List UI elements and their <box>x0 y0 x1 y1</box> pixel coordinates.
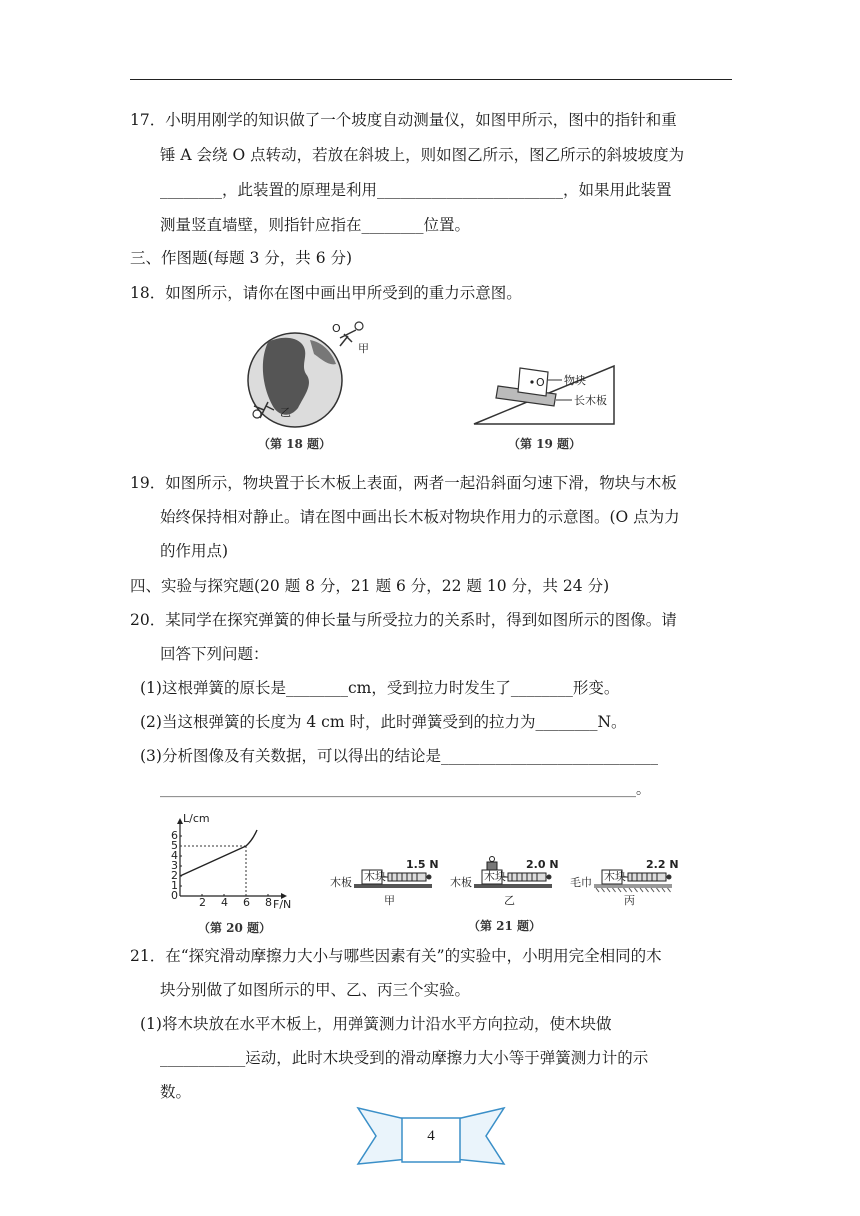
figure-21 <box>318 850 688 936</box>
y-tick-label: 6 <box>171 829 178 842</box>
panel-label: 乙 <box>504 894 515 907</box>
x-tick-label: 6 <box>243 896 250 909</box>
q18-text: 18．如图所示，请你在图中画出甲所受到的重力示意图。 <box>130 284 522 302</box>
force-reading: 2.0 N <box>526 858 559 871</box>
label-jia: 甲 <box>358 342 369 355</box>
towel-hatch <box>618 888 621 892</box>
q17-line4: 测量竖直墙壁，则指针应指在________位置。 <box>160 216 471 234</box>
y-tick-label: 2 <box>171 869 178 882</box>
label-board: 长木板 <box>574 394 607 407</box>
towel-hatch <box>624 888 627 892</box>
surface-label: 毛巾 <box>570 876 592 889</box>
series-line <box>180 846 246 876</box>
towel-hatch <box>640 888 643 892</box>
force-reading: 2.2 N <box>646 858 679 871</box>
panel-2 <box>450 857 559 908</box>
q20-line2: 回答下列问题： <box>160 645 269 663</box>
label-block: 物块 <box>564 374 586 387</box>
towel-hatch <box>646 888 649 892</box>
y-tick-label: 5 <box>171 839 178 852</box>
q21-sub1c: 数。 <box>160 1083 192 1101</box>
x-tick-label: 4 <box>221 896 228 909</box>
block-label: 木块 <box>484 870 506 883</box>
section-3-heading: 三、作图题(每题 3 分，共 6 分) <box>130 249 353 267</box>
figure-21-caption: （第 21 题） <box>468 919 542 933</box>
y-tick-label: 0 <box>171 889 178 902</box>
panel-1 <box>330 858 439 907</box>
surface-2 <box>474 884 552 888</box>
figure-18-caption: （第 18 题） <box>258 437 332 451</box>
block-label: 木块 <box>604 870 626 883</box>
series-curve <box>246 830 257 846</box>
section-4-heading: 四、实验与探究题(20 题 8 分，21 题 6 分，22 题 10 分，共 24 分) <box>130 577 610 595</box>
label-yi: 乙 <box>280 406 291 419</box>
towel-hatch <box>657 888 660 892</box>
surface-label: 木板 <box>330 876 352 889</box>
y-tick-label: 4 <box>171 849 178 862</box>
towel-hatch <box>662 888 665 892</box>
page-number: 4 <box>427 1128 435 1144</box>
panel-label: 丙 <box>624 894 635 907</box>
label-o: O <box>536 376 545 389</box>
x-axis-label: F/N <box>273 898 292 911</box>
figure-20-caption: （第 20 题） <box>198 921 272 935</box>
q21-line2: 块分别做了如图所示的甲、乙、丙三个实验。 <box>160 981 471 999</box>
label-o: O <box>332 322 341 335</box>
q17-line3: ________，此装置的原理是利用________________________，如果用此装置 <box>160 181 672 199</box>
towel-hatch <box>651 888 654 892</box>
towel-hatch <box>629 888 632 892</box>
q17-line2: 锤 A 会绕 O 点转动，若放在斜坡上，则如图乙所示，图乙所示的斜坡坡度为 <box>160 146 685 164</box>
towel-hatch <box>596 888 599 892</box>
x-tick-label: 8 <box>265 896 272 909</box>
q17-line1: 17．小明用刚学的知识做了一个坡度自动测量仪，如图甲所示，图中的指针和重 <box>130 111 677 129</box>
towel-hatch <box>613 888 616 892</box>
panel-3 <box>570 858 679 907</box>
force-reading: 1.5 N <box>406 858 439 871</box>
y-tick-label: 1 <box>171 879 178 892</box>
q20-line1: 20．某同学在探究弹簧的伸长量与所受拉力的关系时，得到如图所示的图像。请 <box>130 611 677 629</box>
y-axis-label: L/cm <box>183 812 210 825</box>
q19-line3: 的作用点) <box>160 542 229 560</box>
q19-line2: 始终保持相对静止。请在图中画出长木板对物块作用力的示意图。(O 点为力 <box>160 508 680 526</box>
towel-hatch <box>635 888 638 892</box>
figure-18 <box>240 312 380 457</box>
towel-hatch <box>668 888 671 892</box>
surface-3 <box>594 884 672 888</box>
figure-19-caption: （第 19 题） <box>508 437 582 451</box>
panel-label: 甲 <box>384 894 395 907</box>
towel-hatch <box>602 888 605 892</box>
figure-19 <box>468 358 638 458</box>
weight-hook-icon <box>490 857 495 862</box>
q19-line1: 19．如图所示，物块置于长木板上表面，两者一起沿斜面匀速下滑，物块与木板 <box>130 474 677 492</box>
surface-label: 木板 <box>450 876 472 889</box>
q20-sub2: (2)当这根弹簧的长度为 4 cm 时，此时弹簧受到的拉力为________N。 <box>140 713 627 731</box>
q21-sub1a: (1)将木块放在水平木板上，用弹簧测力计沿水平方向拉动，使木块做 <box>140 1015 612 1033</box>
header-rule <box>130 79 732 80</box>
x-tick-label: 2 <box>199 896 206 909</box>
q20-sub3-continued: ____________________________________________________________________。 <box>160 782 650 798</box>
q20-sub3: (3)分析图像及有关数据，可以得出的结论是____________________________ <box>140 747 658 765</box>
scale-knob-icon <box>547 875 552 880</box>
surface-1 <box>354 884 432 888</box>
towel-hatch <box>607 888 610 892</box>
figure-20-chart <box>160 812 310 938</box>
point-o <box>530 380 533 383</box>
q21-sub1b: ___________运动，此时木块受到的滑动摩擦力大小等于弹簧测力计的示 <box>160 1049 649 1067</box>
block-label: 木块 <box>364 870 386 883</box>
scale-knob-icon <box>667 875 672 880</box>
y-tick-label: 3 <box>171 859 178 872</box>
q20-sub1: (1)这根弹簧的原长是________cm，受到拉力时发生了________形变。 <box>140 679 620 697</box>
q21-line1: 21．在“探究滑动摩擦力大小与哪些因素有关”的实验中，小明用完全相同的木 <box>130 947 662 965</box>
scale-knob-icon <box>427 875 432 880</box>
weight-icon <box>487 862 497 870</box>
